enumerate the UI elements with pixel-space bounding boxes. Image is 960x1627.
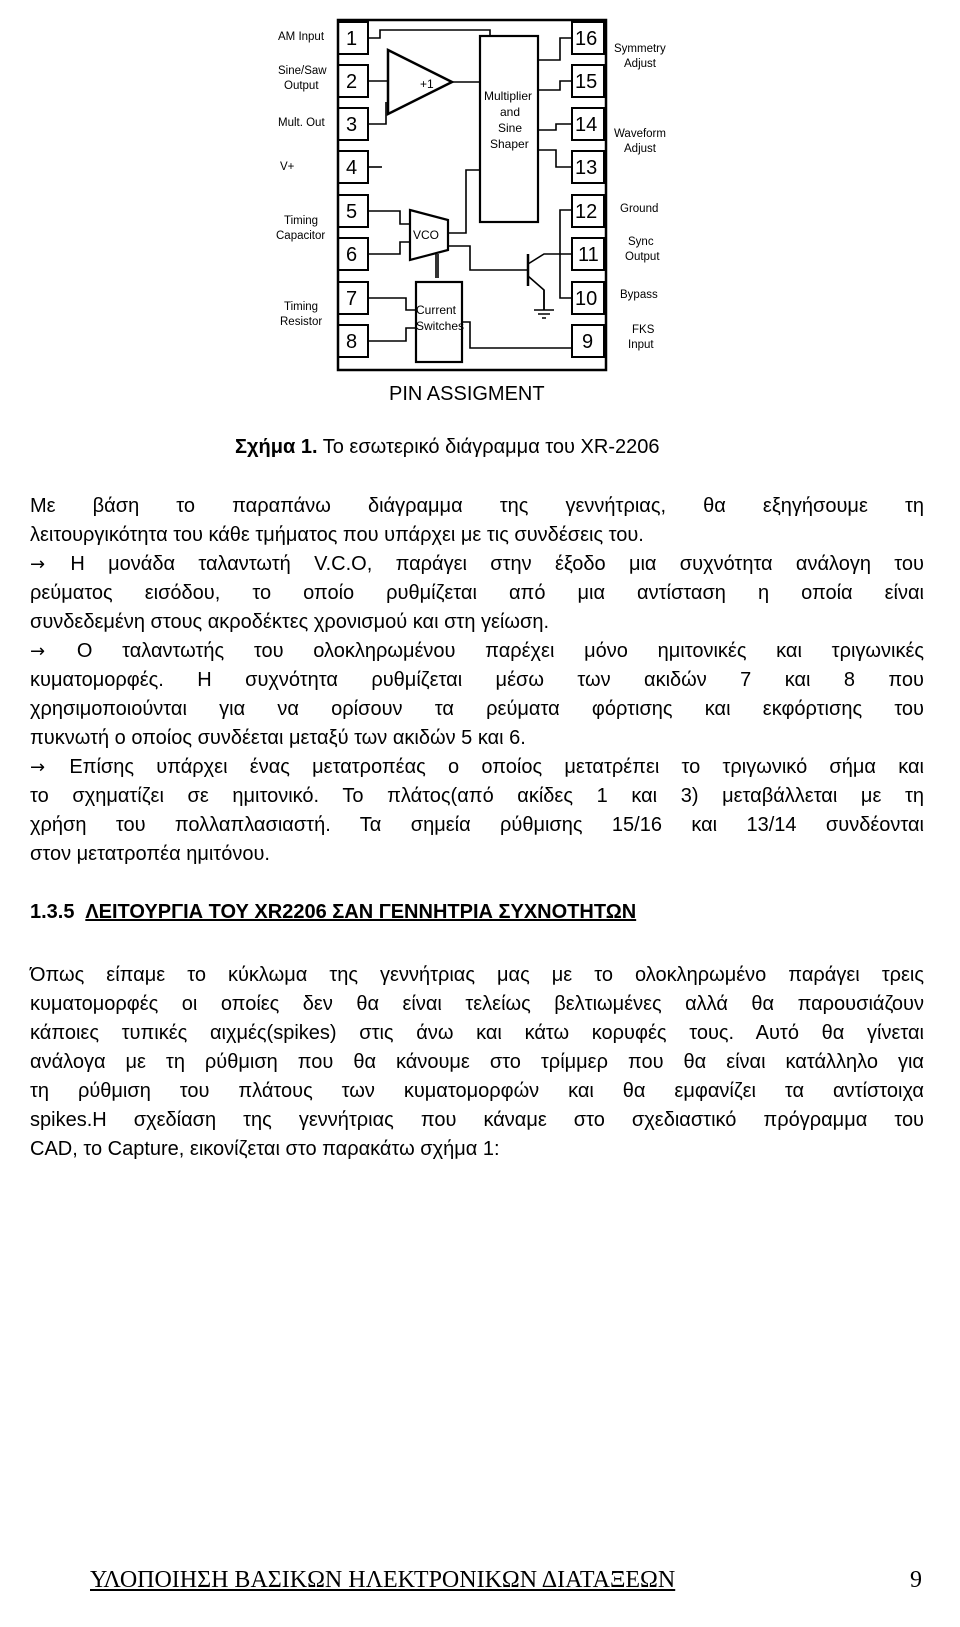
arrow-icon: → (30, 554, 46, 575)
arrow-icon: → (30, 641, 46, 662)
pin-label: Symmetry (614, 43, 666, 55)
pin-number: 8 (346, 331, 358, 353)
pin-number: 12 (575, 201, 598, 223)
multiplier-label: Shaper (490, 137, 529, 151)
ic-package (338, 20, 606, 370)
pin-number: 10 (575, 288, 598, 310)
text-line: ανάλογα με τη ρύθμιση που θα κάνουμε στο τρίμμερ που θα είναι κατάλληλο για (30, 1051, 924, 1073)
arrow-icon: → (30, 757, 46, 778)
pin-number: 16 (575, 28, 598, 50)
text-line: Όπως είπαμε το κύκλωμα της γεννήτριας μας με το ολοκληρωμένο παράγει τρεις (30, 964, 924, 986)
pin-label: FKS (632, 324, 655, 336)
text-line: → Η μονάδα ταλαντωτή V.C.O, παράγει στην έξοδο μια συχνότητα ανάλογη του (30, 553, 924, 575)
text-line: → Ο ταλαντωτής του ολοκληρωμένου παρέχει μόνο ημιτονικές και τριγωνικές (30, 640, 924, 662)
switches-label: Switches (416, 319, 465, 333)
pin-label: Bypass (620, 289, 658, 301)
pin-label: Output (625, 251, 660, 263)
text-line: κυματομορφές οι οποίες δεν θα είναι τελείως βελτιωμένες αλλά θα παρουσιάζουν (30, 993, 924, 1015)
page-footer (0, 1567, 960, 1607)
pin-label: Sync (628, 236, 654, 248)
pin-label: Output (284, 80, 319, 92)
section-heading (30, 901, 636, 924)
ic-block-diagram (270, 10, 740, 380)
text-line: spikes.Η σχεδίαση της γεννήτριας που κάναμε στο σχεδιαστικό πρόγραμμα του (30, 1109, 924, 1131)
pin-label: Adjust (624, 58, 656, 70)
intro-paragraph (30, 492, 924, 550)
text-line: χρήση του πολλαπλασιαστή. Τα σημεία ρύθμισης 15/16 και 13/14 συνδέονται (30, 814, 924, 836)
pin-label: V+ (280, 161, 295, 173)
pin-number: 2 (346, 71, 358, 93)
pin-number: 14 (575, 114, 598, 136)
figure-caption-text: Το εσωτερικό διάγραμμα του XR-2206 (322, 436, 660, 458)
pin-label: Sine/Saw (278, 65, 327, 77)
pin-label: Waveform (614, 128, 666, 140)
buffer-label: +1 (420, 77, 434, 91)
pin-number: 7 (346, 288, 358, 310)
pin-label: Timing (284, 301, 319, 313)
pin-number: 1 (346, 28, 358, 50)
bullet-item (30, 550, 924, 637)
text-line: CAD, το Capture, εικονίζεται στο παρακάτω σχήμα 1: (30, 1138, 500, 1160)
pin-label: Timing (284, 215, 319, 227)
text-line: ρεύματος εισόδου, το οποίο ρυθμίζεται από μια αντίσταση η οποία είναι (30, 582, 924, 604)
pin-label: Resistor (280, 316, 323, 328)
pin-label: Adjust (624, 143, 656, 155)
text-line: → Επίσης υπάρχει ένας μετατροπέας ο οποίος μετατρέπει το τριγωνικό σήμα και (30, 756, 924, 778)
pin-label: AM Input (278, 31, 325, 43)
switches-label: Current (416, 303, 457, 317)
text-line: Με βάση το παραπάνω διάγραμμα της γεννήτριας, θα εξηγήσουμε τη (30, 495, 924, 517)
figure-pin-caption: PIN ASSIGMENT (389, 383, 545, 405)
bullet-item (30, 637, 924, 753)
pin-label: Capacitor (276, 230, 326, 242)
pin-label: Mult. Out (278, 117, 325, 129)
pin-number: 3 (346, 114, 358, 136)
bullet-item (30, 753, 924, 869)
text-line: τη ρύθμιση του πλάτους των κυματομορφών και θα εμφανίζει τα αντίστοιχα (30, 1080, 924, 1102)
text-line: χρησιμοποιούνται για να ορίσουν τα ρεύματα φόρτισης και εκφόρτισης του (30, 698, 924, 720)
vco-label: VCO (413, 228, 440, 242)
pin-label: Input (628, 339, 654, 351)
text-line: λειτουργικότητα του κάθε τμήματος που υπάρχει με τις συνδέσεις του. (30, 524, 644, 546)
text-line: πυκνωτή ο οποίος συνδέεται μεταξύ των ακιδών 5 και 6. (30, 727, 526, 749)
multiplier-label: Multiplier (484, 89, 533, 103)
text-line: στον μετατροπέα ημιτόνου. (30, 843, 270, 865)
text-line: το σχηματίζει σε ημιτονικό. Το πλάτος(από ακίδες 1 και 3) μεταβάλλεται με τη (30, 785, 924, 807)
pin-number: 15 (575, 71, 598, 93)
figure-caption (235, 436, 659, 459)
pin-number: 6 (346, 244, 358, 266)
text-line: συνδεδεμένη στους ακροδέκτες χρονισμού και στη γείωση. (30, 611, 550, 633)
page-number: 9 (910, 1567, 922, 1593)
text-line: κάποιες τυπικές αιχμές(spikes) στις άνω και κάτω κορυφές τους. Αυτό θα γίνεται (30, 1022, 924, 1044)
pin-number: 11 (578, 244, 599, 266)
pin-number: 13 (575, 157, 598, 179)
internal-wiring (368, 30, 572, 348)
body-paragraph (30, 961, 924, 1164)
pin-number: 5 (346, 201, 358, 223)
footer-title: ΥΛΟΠΟΙΗΣΗ ΒΑΣΙΚΩΝ ΗΛΕΚΤΡΟΝΙΚΩΝ ΔΙΑΤΑΞΕΩΝ (90, 1567, 676, 1593)
figure-caption-label: Σχήμα 1. (235, 436, 318, 458)
pin-number: 9 (582, 331, 594, 353)
section-number: 1.3.5 (30, 901, 75, 923)
pin-number: 4 (346, 157, 358, 179)
pin-label: Ground (620, 203, 659, 215)
multiplier-label: and (500, 105, 521, 119)
text-line: κυματομορφές. Η συχνότητα ρυθμίζεται μέσω των ακιδών 7 και 8 που (30, 669, 924, 691)
multiplier-label: Sine (498, 121, 523, 135)
section-title: ΛΕΙΤΟΥΡΓΙΑ ΤΟΥ XR2206 ΣΑΝ ΓΕΝΝΗΤΡΙΑ ΣΥΧΝΟΤΗΤΩΝ (85, 901, 637, 923)
